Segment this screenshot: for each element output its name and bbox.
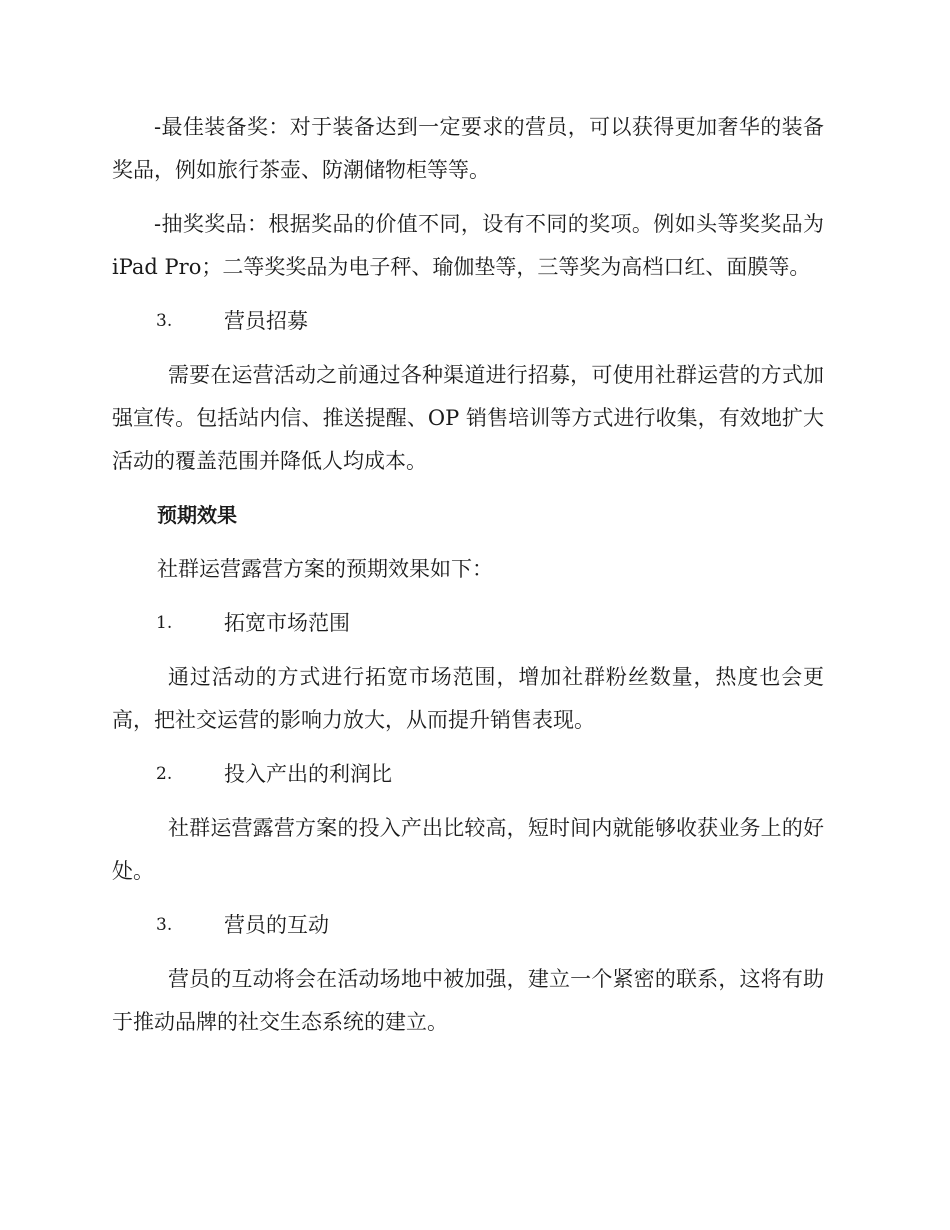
effect-paragraph: 营员的互动将会在活动场地中被加强，建立一个紧密的联系，这将有助于推动品牌的社交生态系统的建立。 bbox=[112, 967, 824, 1034]
effect-number: 2. bbox=[156, 764, 173, 784]
recruitment-paragraph: 需要在运营活动之前通过各种渠道进行招募，可使用社群运营的方式加强宣传。包括站内信、推送提醒、OP 销售培训等方式进行收集，有效地扩大活动的覆盖范围并降低人均成本。 bbox=[112, 363, 824, 473]
effect-title: 拓宽市场范围 bbox=[224, 611, 350, 635]
effect-item-interaction bbox=[112, 904, 824, 947]
section-item-recruitment bbox=[112, 300, 824, 343]
effect-paragraph: 社群运营露营方案的投入产出比较高，短时间内就能够收获业务上的好处。 bbox=[112, 816, 824, 883]
effect-title: 投入产出的利润比 bbox=[224, 762, 392, 786]
document-page bbox=[112, 106, 824, 1055]
effect-item-market bbox=[112, 602, 824, 645]
effect-paragraph: 通过活动的方式进行拓宽市场范围，增加社群粉丝数量，热度也会更高，把社交运营的影响力放大，从而提升销售表现。 bbox=[112, 665, 824, 732]
effect-title: 营员的互动 bbox=[224, 913, 329, 937]
section-title: 营员招募 bbox=[224, 309, 308, 333]
bullet-lottery-prizes: -抽奖奖品：根据奖品的价值不同，设有不同的奖项。例如头等奖奖品为 iPad Pro；二等奖奖品为电子秤、瑜伽垫等，三等奖为高档口红、面膜等。 bbox=[112, 212, 824, 279]
bullet-best-equipment-award: -最佳装备奖：对于装备达到一定要求的营员，可以获得更加奢华的装备奖品，例如旅行茶壶、防潮储物柜等等。 bbox=[112, 115, 824, 182]
expected-effects-heading: 预期效果 bbox=[157, 503, 237, 527]
effect-number: 3. bbox=[156, 915, 173, 935]
effect-number: 1. bbox=[156, 613, 173, 633]
expected-effects-intro: 社群运营露营方案的预期效果如下： bbox=[157, 557, 493, 581]
effect-item-roi bbox=[112, 753, 824, 796]
section-number: 3. bbox=[156, 311, 173, 331]
